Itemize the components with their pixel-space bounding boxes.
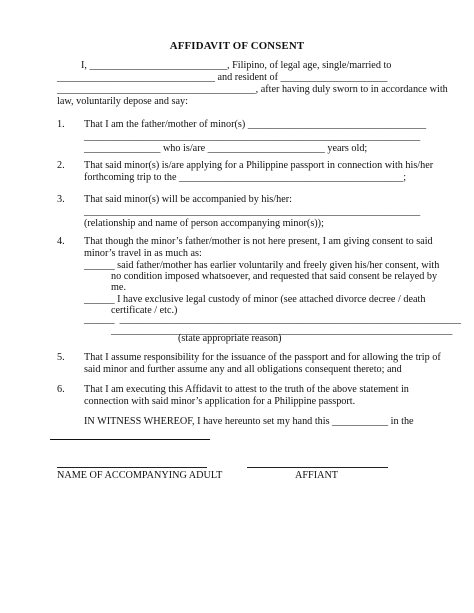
item-2-line-2: forthcoming trip to the ____________________________________________; [84,172,407,183]
intro-line-4: law, voluntarily depose and say: [57,96,188,107]
document-title: AFFIDAVIT OF CONSENT [169,40,305,52]
affiant-signature-line [247,467,388,468]
item-4-number: 4. [57,236,65,247]
intro-line-2: _______________________________ and resident of _____________________ [57,72,388,83]
item-6-line-2: connection with said minor’s application for a Philippine passport. [84,396,356,407]
item-4-option-3-line-2: ___________________________________________________________________ [111,325,453,336]
signature-rule-top [50,439,210,440]
item-1-line-3: _______________ who is/are _______________________ years old; [84,143,368,154]
witness-clause: IN WITNESS WHEREOF, I have hereunto set my hand this ___________ in the [84,416,414,427]
item-4-reason-caption: (state appropriate reason) [178,333,282,344]
intro-line-3: _______________________________________, after having duly sworn to in accordance with [57,84,448,95]
item-3-number: 3. [57,194,65,205]
accompanying-adult-label: NAME OF ACCOMPANYING ADULT [57,470,223,481]
item-4-line-2: minor’s travel in as much as: [84,248,202,259]
item-1-line-1: That I am the father/mother of minor(s) ___________________________________ [84,119,427,130]
item-2-line-1: That said minor(s) is/are applying for a Philippine passport in connection with his/her [84,160,434,171]
item-4-option-1-end: me. [111,282,126,293]
item-4-option-2: ______ I have exclusive legal custody of minor (see attached divorce decree / death [84,294,426,305]
item-5-number: 5. [57,352,65,363]
item-1-line-2: __________________________________________________________________ [84,131,421,142]
item-3-line-1: That said minor(s) will be accompanied by his/her: [84,194,292,205]
item-4-option-1-cont: no condition imposed whatsoever, and requested that said consent be relayed by [111,271,438,282]
item-5-line-1: That I assume responsibility for the issuance of the passport and for allowing the trip of [84,352,441,363]
item-6-line-1: That I am executing this Affidavit to attest to the truth of the above statement in [84,384,409,395]
affiant-label: AFFIANT [295,470,339,481]
item-4-option-2-cont: certificate / etc.) [111,305,178,316]
item-4-option-3: ______ ___________________________________________________________________ [84,314,461,325]
item-3-line-2: __________________________________________________________________ [84,206,421,217]
intro-line-1: I, ___________________________, Filipino, of legal age, single/married to [81,60,392,71]
item-6-number: 6. [57,384,65,395]
item-5-line-2: said minor and further assume any and all obligations consequent thereto; and [84,364,402,375]
item-2-number: 2. [57,160,65,171]
accompanying-adult-signature-line [57,467,207,468]
item-4-option-1: ______ said father/mother has earlier voluntarily and freely given his/her consent, with [84,260,440,271]
item-3-line-3: (relationship and name of person accompanying minor(s)); [84,218,324,229]
item-1-number: 1. [57,119,65,130]
item-4-line-1: That though the minor’s father/mother is not here present, I am giving consent to said [84,236,433,247]
